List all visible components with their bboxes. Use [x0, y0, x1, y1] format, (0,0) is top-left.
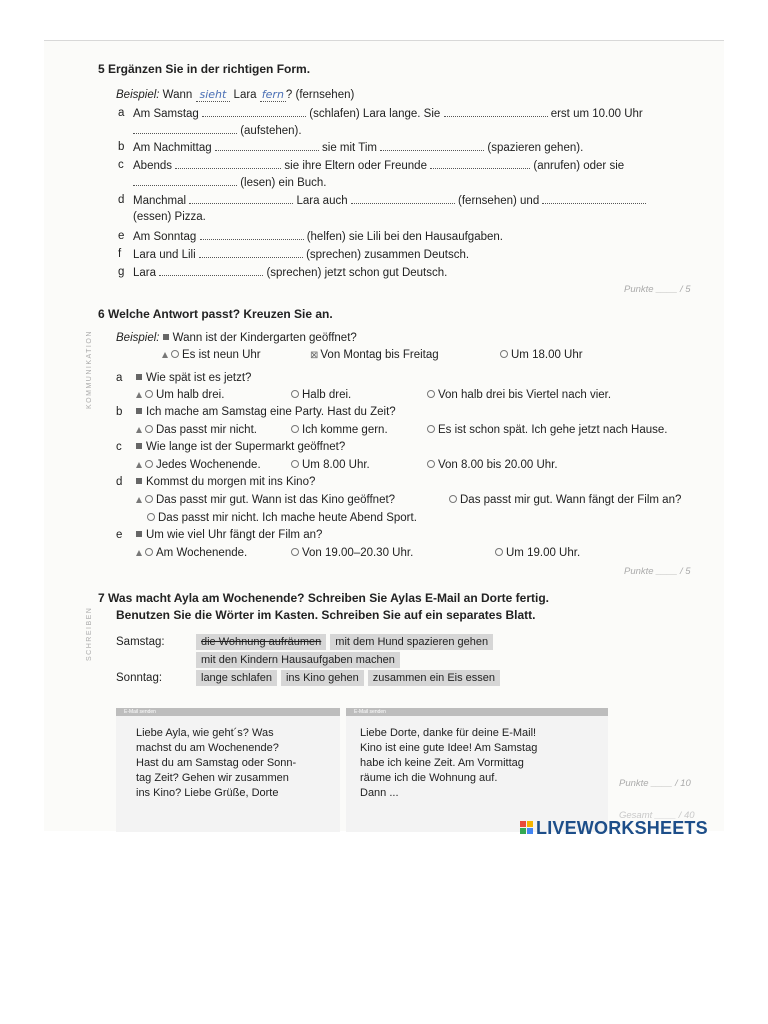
ex7-points: Punkte ____ / 10: [619, 778, 691, 789]
ex6-e-question: Um wie viel Uhr fängt der Film an?: [136, 528, 322, 542]
speaker-triangle-icon: [162, 352, 168, 358]
ex6-e-option-1[interactable]: Am Wochenende.: [136, 546, 247, 560]
ex6-b-option-3[interactable]: Es ist schon spät. Ich gehe jetzt nach Hause.: [427, 423, 668, 437]
speaker-triangle-icon: [136, 462, 142, 468]
ex6-b-option-2[interactable]: Ich komme gern.: [291, 423, 388, 437]
liveworksheets-logo-icon: [520, 821, 534, 835]
radio-icon[interactable]: [145, 495, 153, 503]
speaker-triangle-icon: [136, 427, 142, 433]
side-label-kommunikation: KOMMUNIKATION: [86, 330, 93, 409]
ex6-a-option-1[interactable]: Um halb drei.: [136, 388, 224, 402]
blank[interactable]: [202, 106, 306, 117]
speaker-square-icon: [136, 478, 142, 484]
ex5-b-letter: b: [118, 141, 125, 153]
radio-icon[interactable]: [291, 425, 299, 433]
radio-icon[interactable]: [145, 548, 153, 556]
ex5-e-letter: e: [118, 230, 125, 242]
word-box: mit dem Hund spazieren gehen: [330, 634, 493, 650]
radio-icon[interactable]: [495, 548, 503, 556]
ex6-e-option-2[interactable]: Von 19.00–20.30 Uhr.: [291, 546, 413, 560]
email-from-dorte: [116, 708, 340, 832]
ex5-g-letter: g: [118, 266, 125, 278]
sunday-words: [196, 670, 504, 686]
ex6-d-option-3[interactable]: Das passt mir nicht. Ich mache heute Abend Sport.: [147, 511, 417, 525]
radio-icon: [500, 350, 508, 358]
ex5-f-line: Lara und Lili (sprechen) zusammen Deutsch.: [133, 249, 470, 261]
ex6-c-letter: c: [116, 441, 122, 453]
radio-icon[interactable]: [427, 390, 435, 398]
word-box: ins Kino gehen: [281, 670, 364, 686]
ex5-d-line: Manchmal Lara auch (fernsehen) und: [133, 193, 646, 208]
ex5-c-letter: c: [118, 159, 124, 171]
ex6-a-question: Wie spät ist es jetzt?: [136, 371, 251, 385]
speaker-square-icon: [136, 443, 142, 449]
ex6-a-letter: a: [116, 372, 123, 384]
blank[interactable]: [199, 247, 303, 258]
blank[interactable]: [189, 193, 293, 204]
sunday-label: Sonntag:: [116, 672, 163, 684]
blank[interactable]: [133, 123, 237, 134]
blank[interactable]: [175, 158, 281, 169]
word-box: die Wohnung aufräumen: [196, 634, 326, 650]
logo-text: LIVEWORKSHEETS: [536, 818, 708, 838]
worksheet-page: [44, 40, 724, 831]
side-label-schreiben: SCHREIBEN: [86, 606, 93, 661]
ex6-b-option-1[interactable]: Das passt mir nicht.: [136, 423, 257, 437]
ex6-a-option-3[interactable]: Von halb drei bis Viertel nach vier.: [427, 388, 611, 402]
blank[interactable]: [444, 106, 548, 117]
ex5-points: Punkte ____ / 5: [624, 284, 691, 295]
exercise-6-heading: 6 Welche Antwort passt? Kreuzen Sie an.: [98, 307, 333, 321]
ex5-a-line: Am Samstag (schlafen) Lara lange. Sie erst um 10.00 Uhr: [133, 108, 643, 120]
example-fill-1: sieht: [196, 88, 231, 102]
email-body: Liebe Dorte, danke für deine E-Mail! Kino ist eine gute Idee! Am Samstag habe ich keine Zeit. Am Vormittag räume ich die Wohnung auf. Dann ...: [360, 727, 538, 799]
radio-icon[interactable]: [291, 460, 299, 468]
blank[interactable]: [133, 175, 237, 186]
blank[interactable]: [430, 158, 530, 169]
blank[interactable]: [159, 265, 263, 276]
ex6-b-question: Ich mache am Samstag eine Party. Hast du Zeit?: [136, 405, 396, 419]
liveworksheets-logo[interactable]: [520, 818, 708, 839]
email-from-ayla: [346, 708, 608, 832]
ex5-a-line2: (aufstehen).: [133, 123, 302, 138]
radio-icon[interactable]: [427, 460, 435, 468]
ex6-example-option-2: ⊠ Von Montag bis Freitag: [310, 349, 439, 361]
ex6-points: Punkte ____ / 5: [624, 566, 691, 577]
radio-icon[interactable]: [291, 548, 299, 556]
word-box: lange schlafen: [196, 670, 277, 686]
blank[interactable]: [380, 140, 484, 151]
blank[interactable]: [200, 229, 304, 240]
blank[interactable]: [542, 193, 646, 204]
radio-icon: [171, 350, 179, 358]
ex5-b-line: Am Nachmittag sie mit Tim (spazieren gehen).: [133, 142, 584, 154]
speaker-square-icon: [136, 408, 142, 414]
checked-cross-icon: ⊠: [310, 350, 319, 361]
exercise-7-heading: 7 Was macht Ayla am Wochenende? Schreiben Sie Aylas E-Mail an Dorte fertig.: [98, 591, 550, 605]
radio-icon[interactable]: [145, 460, 153, 468]
ex6-a-option-2[interactable]: Halb drei.: [291, 388, 351, 402]
ex6-example-option-3: Um 18.00 Uhr: [500, 348, 583, 362]
ex6-e-option-3[interactable]: Um 19.00 Uhr.: [495, 546, 580, 560]
speaker-square-icon: [163, 334, 169, 340]
exercise-7-subheading: Benutzen Sie die Wörter im Kasten. Schreiben Sie auf ein separates Blatt.: [116, 608, 536, 622]
ex5-d-line2: (essen) Pizza.: [133, 211, 206, 223]
ex6-example-question: Beispiel: Wann ist der Kindergarten geöffnet?: [116, 332, 357, 344]
radio-icon[interactable]: [427, 425, 435, 433]
radio-icon[interactable]: [145, 390, 153, 398]
email-header: E-Mail senden: [354, 709, 386, 715]
saturday-words-row1: [196, 634, 497, 650]
speaker-square-icon: [136, 374, 142, 380]
word-box: mit den Kindern Hausaufgaben machen: [196, 652, 400, 668]
email-header: E-Mail senden: [124, 709, 156, 715]
ex6-c-option-1[interactable]: Jedes Wochenende.: [136, 458, 261, 472]
ex5-g-line: Lara (sprechen) jetzt schon gut Deutsch.: [133, 267, 448, 279]
email-body: Liebe Ayla, wie geht´s? Was machst du am Wochenende? Hast du am Samstag oder Sonn- tag Zeit? Gehen wir zusammen ins Kino? Liebe Grüße, Dorte: [136, 727, 297, 799]
ex5-a-letter: a: [118, 107, 125, 119]
speaker-triangle-icon: [136, 550, 142, 556]
ex6-c-option-3[interactable]: Von 8.00 bis 20.00 Uhr.: [427, 458, 558, 472]
speaker-triangle-icon: [136, 392, 142, 398]
radio-icon[interactable]: [147, 513, 155, 521]
ex5-d-letter: d: [118, 194, 125, 206]
exercise-5-heading: 5 Ergänzen Sie in der richtigen Form.: [98, 62, 311, 76]
saturday-words-row2: [196, 652, 404, 668]
blank[interactable]: [215, 140, 319, 151]
saturday-label: Samstag:: [116, 636, 165, 648]
ex6-b-letter: b: [116, 406, 123, 418]
ex5-c-line2: (lesen) ein Buch.: [133, 175, 327, 190]
ex6-c-option-2[interactable]: Um 8.00 Uhr.: [291, 458, 370, 472]
total-points: Gesamt ____ / 40: [619, 810, 695, 821]
ex6-d-option-1[interactable]: Das passt mir gut. Wann ist das Kino geöffnet?: [136, 493, 395, 507]
speaker-triangle-icon: [136, 497, 142, 503]
ex6-d-option-2[interactable]: Das passt mir gut. Wann fängt der Film an?: [449, 493, 681, 507]
ex6-d-question: Kommst du morgen mit ins Kino?: [136, 475, 315, 489]
radio-icon[interactable]: [291, 390, 299, 398]
radio-icon[interactable]: [145, 425, 153, 433]
example-label: Beispiel:: [116, 89, 160, 101]
example-fill-2: fern: [261, 88, 284, 101]
radio-icon[interactable]: [449, 495, 457, 503]
word-box: zusammen ein Eis essen: [368, 670, 500, 686]
ex5-c-line: Abends sie ihre Eltern oder Freunde (anrufen) oder sie: [133, 160, 625, 172]
speaker-square-icon: [136, 531, 142, 537]
ex5-f-letter: f: [118, 248, 122, 260]
ex6-c-question: Wie lange ist der Supermarkt geöffnet?: [136, 440, 345, 454]
ex6-d-letter: d: [116, 476, 123, 488]
ex5-e-line: Am Sonntag (helfen) sie Lili bei den Hausaufgaben.: [133, 231, 503, 243]
ex6-e-letter: e: [116, 529, 123, 541]
blank[interactable]: [351, 193, 455, 204]
ex6-example-options: Es ist neun Uhr: [162, 348, 261, 362]
ex5-example: Beispiel: Wann sieht Lara fern ? (fernsehen): [116, 88, 355, 101]
